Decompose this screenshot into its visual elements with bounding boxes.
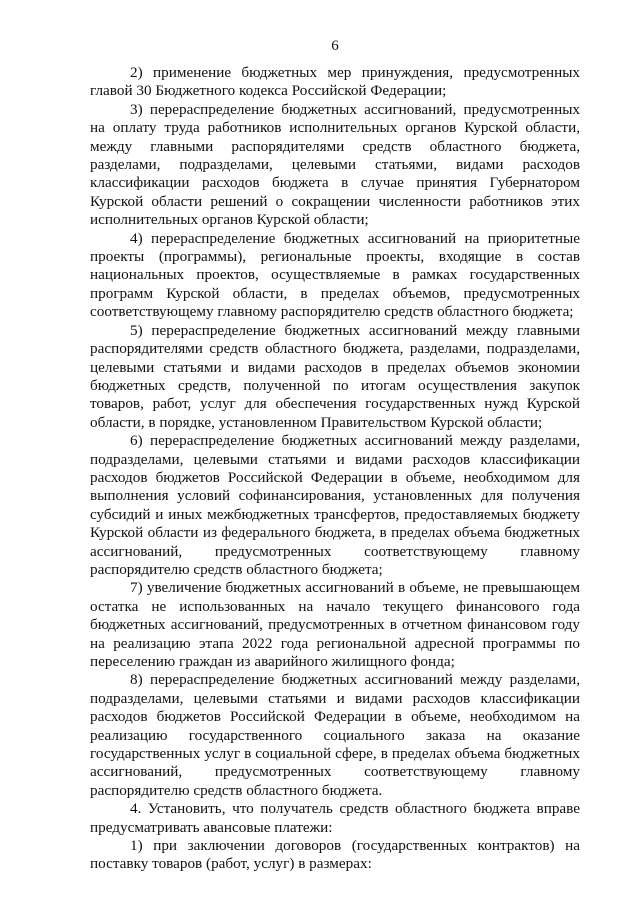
paragraph-item-8: 8) перераспределение бюджетных ассигнований между разделами, подразделами, целевыми статьями и видами расходов классификации расходов бюджетов Российской Федерации в объеме, необходимом на реализацию государственного социального заказа на оказание государственных услуг в социальной сфере, в пределах объема бюджетных ассигнований, предусмотренных соответствующему главному распорядителю средств областного бюджета. (90, 671, 580, 799)
paragraph-item-3: 3) перераспределение бюджетных ассигнований, предусмотренных на оплату труда работников исполнительных органов Курской области, между главными распорядителями средств областного бюджета, разделами, подразделами, целевыми статьями, видами расходов классификации расходов бюджета в случае принятия Губернатором Курской области решений о сокращении численности работников этих исполнительных органов Курской области; (90, 100, 580, 229)
paragraph-item-2: 2) применение бюджетных мер принуждения, предусмотренных главой 30 Бюджетного кодекса Российской Федерации; (90, 64, 580, 100)
paragraph-subitem-1: 1) при заключении договоров (государственных контрактов) на поставку товаров (работ, услуг) в размерах: (90, 837, 580, 873)
page-number: 6 (331, 38, 339, 54)
paragraph-section-4: 4. Установить, что получатель средств областного бюджета вправе предусматривать авансовые платежи: (90, 800, 580, 836)
paragraph-item-7: 7) увеличение бюджетных ассигнований в объеме, не превышающем остатка не использованных на начало текущего финансового года бюджетных ассигнований, предусмотренных в отчетном финансовом году на реализацию этапа 2022 года региональной адресной программы по переселению граждан из аварийного жилищного фонда; (90, 579, 580, 670)
paragraph-item-5: 5) перераспределение бюджетных ассигнований между главными распорядителями средств областного бюджета, разделами, подразделами, целевыми статьями и видами расходов в пределах объемов экономии бюджетных средств, полученной по итогам осуществления закупок товаров, работ, услуг для обеспечения государственных нужд Курской области, в порядке, установленном Правительством Курской области; (90, 321, 580, 431)
paragraph-item-6: 6) перераспределение бюджетных ассигнований между разделами, подразделами, целевыми статьями и видами расходов классификации расходов бюджетов Российской Федерации в объеме, необходимом для выполнения условий софинансирования, установленных для получения субсидий и иных межбюджетных трансфертов, предоставляемых бюджету Курской области из федерального бюджета, в пределах объема бюджетных ассигнований, предусмотренных соответствующему главному распорядителю средств областного бюджета; (90, 432, 580, 578)
paragraph-item-4: 4) перераспределение бюджетных ассигнований на приоритетные проекты (программы), региональные проекты, входящие в состав национальных проектов, осуществляемые в рамках государственных программ Курской области, в пределах объемов, предусмотренных соответствующему главному распорядителю средств областного бюджета; (90, 229, 580, 321)
